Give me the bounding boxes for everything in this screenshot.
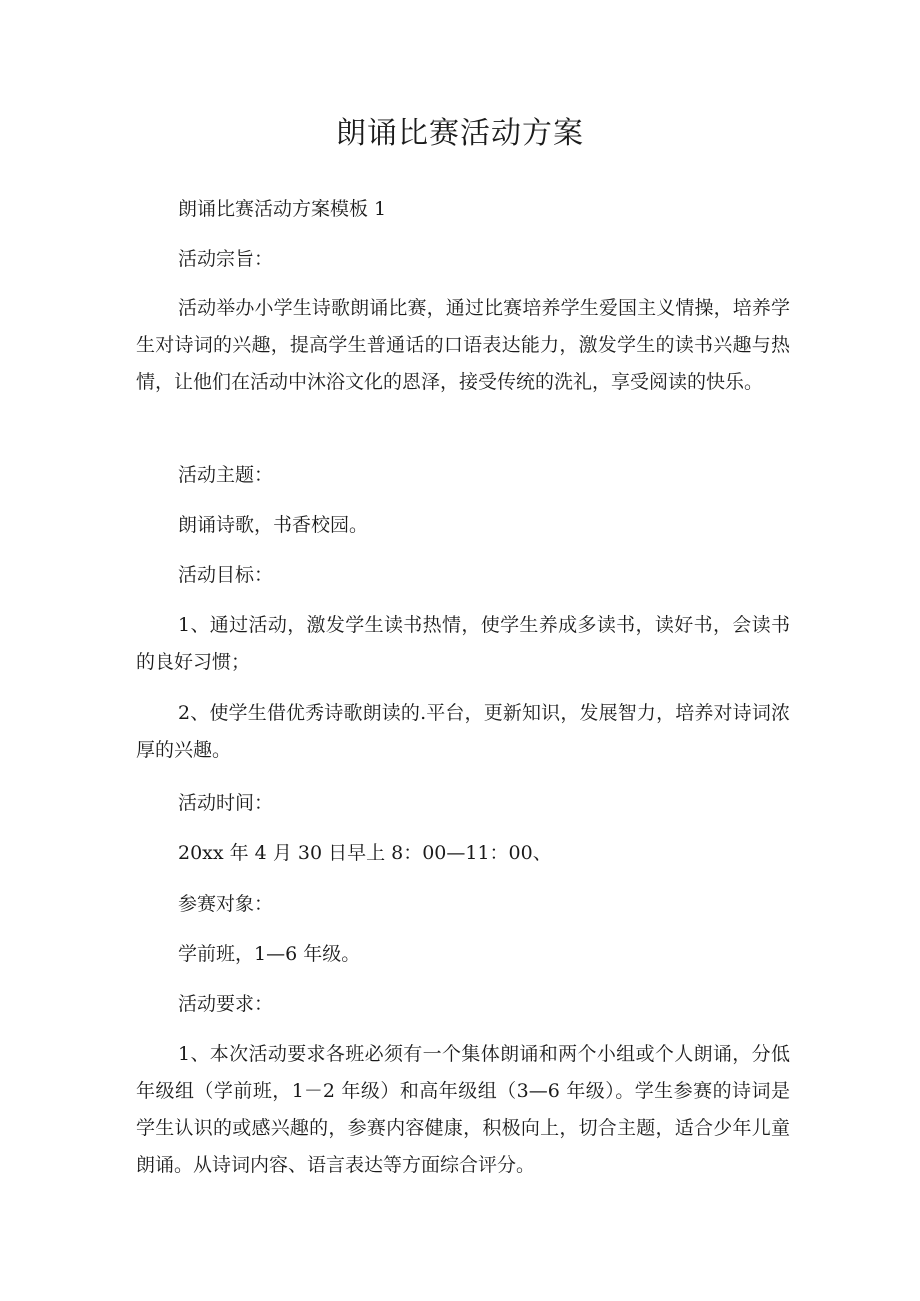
- page-title: 朗诵比赛活动方案: [336, 116, 584, 151]
- section-heading-time: 活动时间：: [178, 792, 274, 814]
- section-heading-theme: 活动主题：: [178, 464, 274, 486]
- paragraph-participants: 学前班，1—6 年级。: [178, 943, 361, 965]
- section-heading-requirements: 活动要求：: [178, 993, 274, 1015]
- section-heading-participants: 参赛对象：: [178, 893, 274, 915]
- paragraph-purpose: 活动举办小学生诗歌朗诵比赛，通过比赛培养学生爱国主义情操，培养学生对诗词的兴趣，提高学生普通话的口语表达能力，激发学生的读书兴趣与热情，让他们在活动中沐浴文化的恩泽，接受传统的洗礼，享受阅读的快乐。: [136, 297, 790, 393]
- section-heading-purpose: 活动宗旨：: [178, 248, 274, 270]
- paragraph-theme: 朗诵诗歌，书香校园。: [178, 514, 369, 536]
- paragraph-requirement-1: 1、本次活动要求各班必须有一个集体朗诵和两个小组或个人朗诵，分低年级组（学前班，1－2 年级）和高年级组（3—6 年级）。学生参赛的诗词是学生认识的或感兴趣的，参赛内容健康，积极向上，切合主题，适合少年儿童朗诵。从诗词内容、语言表达等方面综合评分。: [136, 1043, 790, 1176]
- paragraph-time: 20xx 年 4 月 30 日早上 8：00—11：00、: [178, 842, 552, 864]
- section-heading-goals: 活动目标：: [178, 564, 274, 586]
- template-heading: 朗诵比赛活动方案模板 1: [178, 198, 387, 220]
- paragraph-goal-1: 1、通过活动，激发学生读书热情，使学生养成多读书，读好书，会读书的良好习惯；: [136, 614, 790, 673]
- paragraph-goal-2: 2、使学生借优秀诗歌朗读的.平台，更新知识，发展智力，培养对诗词浓厚的兴趣。: [136, 702, 790, 761]
